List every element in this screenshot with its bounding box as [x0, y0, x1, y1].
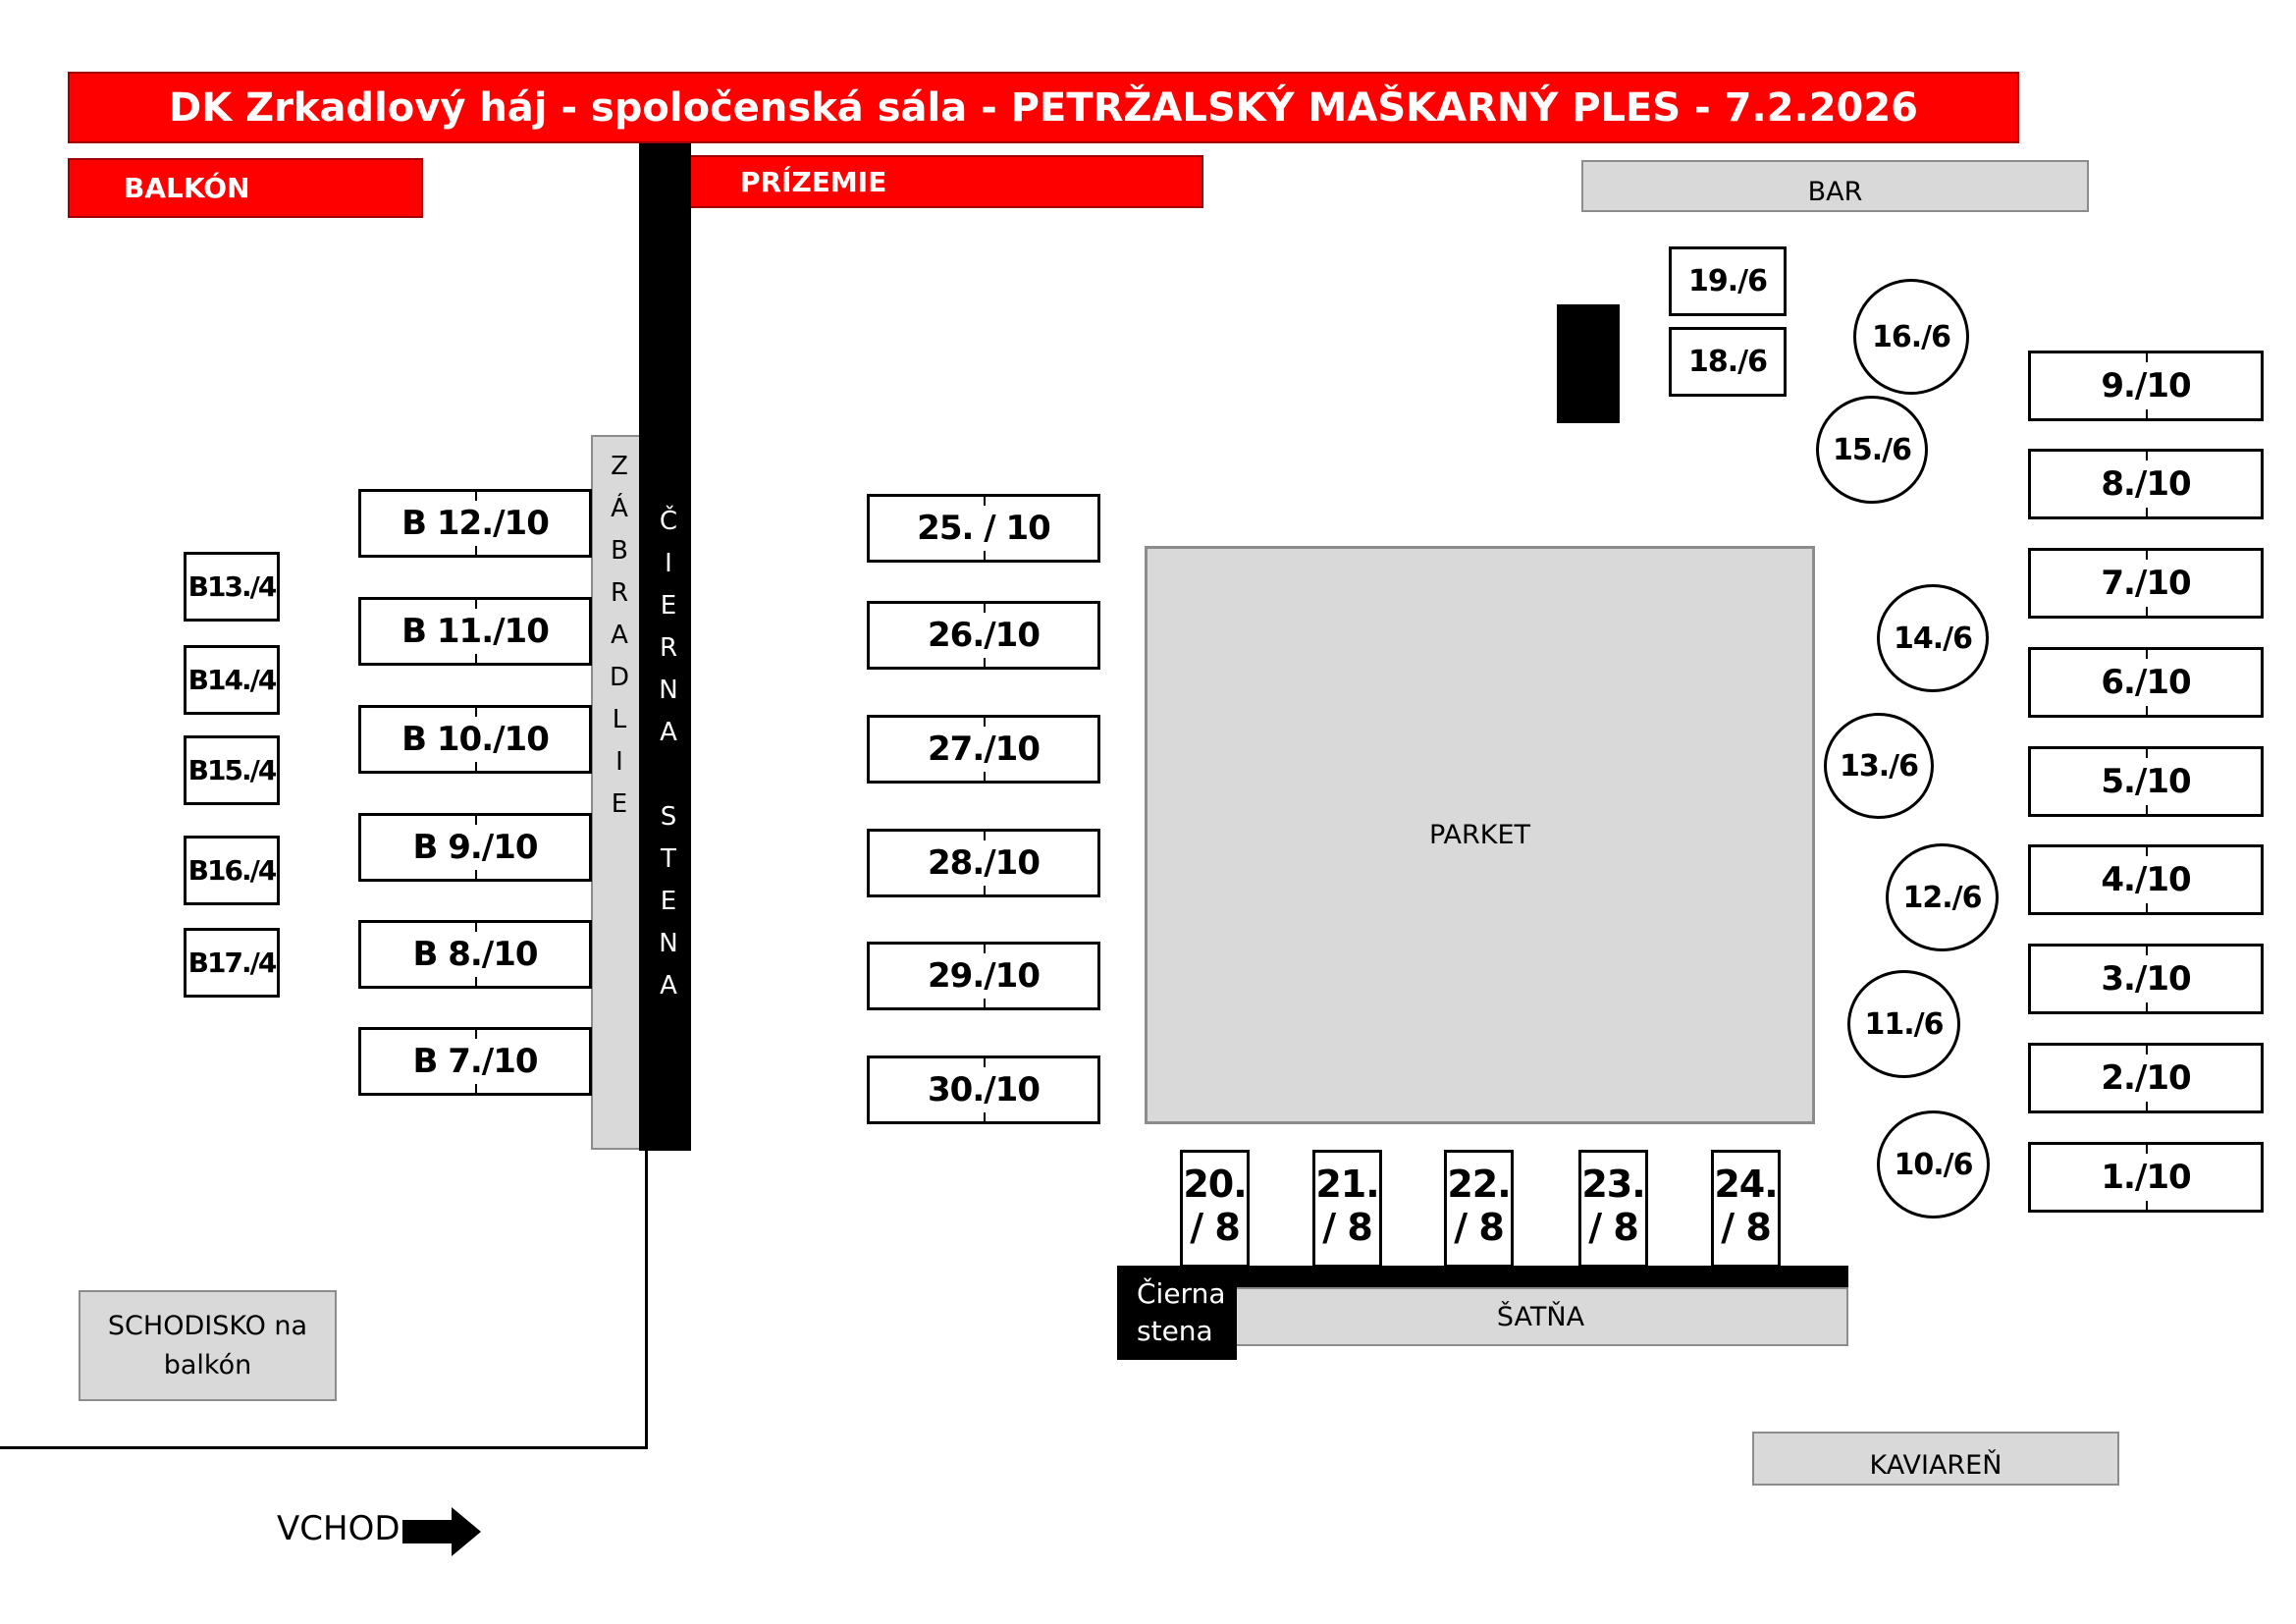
stairs-label-line2: balkón — [163, 1349, 252, 1380]
vertical-letter: L — [612, 705, 627, 734]
table-label: 11./6 — [1864, 1006, 1944, 1042]
table-label: B16./4 — [187, 854, 276, 887]
balcony-table[interactable] — [358, 489, 592, 558]
cafe-label: KAVIAREŇ — [1869, 1450, 2002, 1481]
round-table[interactable] — [1847, 970, 1960, 1078]
table-label: 7./10 — [2101, 564, 2191, 603]
cloakroom — [1233, 1287, 1848, 1346]
ground-table[interactable] — [867, 942, 1100, 1010]
title-banner — [68, 72, 2019, 143]
table-label: B14./4 — [187, 664, 276, 696]
table-label: B 11./10 — [401, 612, 549, 651]
table-number: 24. — [1714, 1163, 1778, 1206]
ground-table[interactable] — [2028, 647, 2264, 718]
table-label: 13./6 — [1840, 748, 1918, 784]
ground-table[interactable] — [2028, 449, 2264, 519]
table-seats: / 8 — [1588, 1206, 1638, 1249]
round-table[interactable] — [1877, 584, 1989, 692]
ground-floor-banner — [687, 155, 1203, 208]
ground-table[interactable] — [2028, 1142, 2264, 1213]
ground-table[interactable] — [2028, 944, 2264, 1014]
table-label: 1./10 — [2101, 1158, 2191, 1197]
table-label: 18./6 — [1688, 345, 1767, 379]
round-table[interactable] — [1877, 1110, 1990, 1218]
table-label: 10./6 — [1894, 1147, 1973, 1182]
table-label: B 8./10 — [412, 935, 538, 974]
ground-table[interactable] — [867, 601, 1100, 670]
table-label: B 7./10 — [412, 1042, 538, 1081]
table-number: 21. — [1315, 1163, 1379, 1206]
table-seats: / 8 — [1454, 1206, 1504, 1249]
table-label: 28./10 — [928, 843, 1040, 883]
entrance-label: VCHOD — [277, 1509, 400, 1548]
bottom-table[interactable] — [1578, 1150, 1648, 1268]
balcony-table[interactable] — [358, 705, 592, 774]
vertical-letter: E — [611, 789, 628, 819]
balcony-small-table[interactable] — [184, 645, 280, 715]
table-number: 23. — [1581, 1163, 1645, 1206]
table-label: B17./4 — [187, 947, 276, 979]
wall-line-horizontal — [0, 1446, 648, 1449]
vertical-letter: E — [660, 591, 677, 621]
table-label: 29./10 — [928, 956, 1040, 996]
table-label: B15./4 — [187, 754, 276, 786]
vertical-letter: R — [610, 578, 629, 608]
stairs-to-balcony — [79, 1290, 337, 1401]
vertical-letter: A — [660, 718, 677, 747]
bottom-table[interactable] — [1444, 1150, 1514, 1268]
bottom-table[interactable] — [1180, 1150, 1250, 1268]
cafe — [1752, 1432, 2119, 1486]
vertical-letter: B — [611, 536, 628, 566]
balcony-small-table[interactable] — [184, 928, 280, 998]
ground-table[interactable] — [867, 715, 1100, 784]
table-number: 22. — [1447, 1163, 1511, 1206]
balcony-table[interactable] — [358, 920, 592, 989]
table-label: 27./10 — [928, 730, 1040, 769]
vertical-letter: A — [611, 621, 628, 650]
vertical-letter: Č — [659, 507, 678, 536]
table-number: 20. — [1183, 1163, 1247, 1206]
vertical-letter: S — [660, 802, 677, 832]
vertical-letter: E — [660, 887, 677, 916]
vertical-letter: A — [660, 971, 677, 1001]
vertical-letter: R — [659, 633, 678, 663]
bottom-table[interactable] — [1312, 1150, 1382, 1268]
table-label: B 12./10 — [401, 504, 549, 543]
ground-table[interactable] — [2028, 746, 2264, 817]
table-label: 30./10 — [928, 1070, 1040, 1110]
round-table[interactable] — [1853, 279, 1969, 395]
table-seats: / 8 — [1190, 1206, 1240, 1249]
dance-floor — [1145, 546, 1815, 1124]
table-label: 2./10 — [2101, 1058, 2191, 1098]
ground-floor-label: PRÍZEMIE — [740, 165, 887, 198]
vertical-letter: N — [659, 676, 678, 705]
balcony-small-table[interactable] — [184, 735, 280, 805]
dance-floor-label: PARKET — [1428, 820, 1531, 850]
table-label: 26./10 — [928, 616, 1040, 655]
table-label: B 9./10 — [412, 828, 538, 867]
black-wall-text-line1: Čierna — [1137, 1277, 1226, 1310]
table-label: B13./4 — [187, 570, 276, 603]
vertical-letter: I — [615, 747, 623, 777]
balcony-table[interactable] — [358, 597, 592, 666]
wall-line-vertical — [645, 1149, 648, 1449]
page-title: DK Zrkadlový háj - spoločenská sála - PETRŽALSKÝ MAŠKARNÝ PLES - 7.2.2026 — [168, 84, 1919, 131]
vertical-letter: D — [609, 663, 630, 692]
vertical-letter: Á — [611, 494, 628, 523]
table-label: B 10./10 — [401, 720, 549, 759]
table-seats: / 8 — [1322, 1206, 1372, 1249]
balcony-banner — [68, 158, 423, 218]
stairs-label-line1: SCHODISKO na — [107, 1310, 308, 1341]
ground-table[interactable] — [2028, 351, 2264, 421]
vertical-letter: N — [659, 929, 678, 958]
round-table[interactable] — [1824, 713, 1934, 819]
square-table[interactable] — [1669, 246, 1787, 316]
black-wall-text-line2: stena — [1137, 1315, 1213, 1347]
bottom-table[interactable] — [1711, 1150, 1781, 1268]
ground-table[interactable] — [867, 494, 1100, 563]
cloakroom-label: ŠATŇA — [1496, 1301, 1585, 1332]
table-seats: / 8 — [1721, 1206, 1771, 1249]
balcony-small-table[interactable] — [184, 836, 280, 905]
bar-label: BAR — [1807, 177, 1863, 207]
balcony-small-table[interactable] — [184, 552, 280, 622]
ground-table[interactable] — [867, 829, 1100, 897]
ground-table[interactable] — [2028, 548, 2264, 619]
vertical-letter: I — [665, 549, 672, 578]
vertical-letter: Z — [611, 452, 628, 481]
table-label: 3./10 — [2101, 959, 2191, 999]
square-table[interactable] — [1669, 327, 1787, 397]
table-label: 9./10 — [2101, 366, 2191, 406]
table-label: 15./6 — [1833, 432, 1911, 467]
black-wall-label-box — [1117, 1266, 1237, 1360]
bar-area — [1581, 160, 2089, 212]
table-label: 4./10 — [2101, 860, 2191, 899]
black-block — [1557, 304, 1620, 423]
table-label: 16./6 — [1872, 319, 1950, 354]
table-label: 8./10 — [2101, 464, 2191, 504]
table-label: 25. / 10 — [917, 509, 1050, 548]
ground-table[interactable] — [2028, 1043, 2264, 1113]
balcony-table[interactable] — [358, 1027, 592, 1096]
balcony-label: BALKÓN — [124, 172, 250, 204]
ground-table[interactable] — [867, 1056, 1100, 1124]
round-table[interactable] — [1886, 843, 1999, 951]
balcony-table[interactable] — [358, 813, 592, 882]
table-label: 14./6 — [1894, 621, 1972, 656]
table-label: 19./6 — [1688, 264, 1767, 298]
ground-table[interactable] — [2028, 844, 2264, 915]
arrow-right-icon — [402, 1507, 481, 1556]
table-label: 6./10 — [2101, 663, 2191, 702]
table-label: 12./6 — [1902, 880, 1982, 915]
round-table[interactable] — [1816, 396, 1928, 504]
table-label: 5./10 — [2101, 762, 2191, 801]
vertical-letter: T — [661, 844, 676, 874]
